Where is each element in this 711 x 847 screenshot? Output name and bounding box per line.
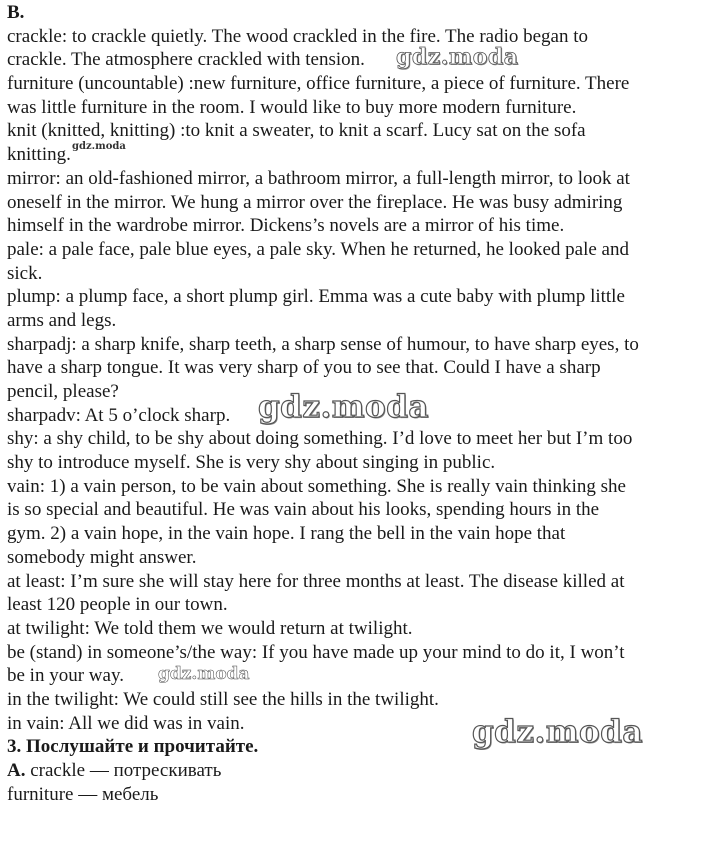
text-line: gym. 2) a vain hope, in the vain hope. I rang the bell in the vain hope that xyxy=(7,523,566,545)
text-line: shy: a shy child, to be shy about doing something. I’d love to meet her but I’m too xyxy=(7,428,633,450)
text-line: have a sharp tongue. It was very sharp of you to see that. Could I have a sharp xyxy=(7,357,601,379)
vocab-entry: crackle — потрескивать xyxy=(25,760,222,781)
text-line: at twilight: We told them we would return at twilight. xyxy=(7,617,413,639)
watermark: gdz.moda xyxy=(158,664,250,684)
text-line: arms and legs. xyxy=(7,309,117,331)
text-line: crackle. The atmosphere crackled with tension. xyxy=(7,49,365,71)
exercise-heading: 3. Послушайте и прочитайте. xyxy=(7,736,259,758)
text-line: furniture (uncountable) :new furniture, office furniture, a piece of furniture. There xyxy=(7,73,630,95)
text-line: least 120 people in our town. xyxy=(7,594,228,616)
text-line: is so special and beautiful. He was vain about his looks, spending hours in the xyxy=(7,499,600,521)
watermark: gdz.moda xyxy=(472,714,643,750)
text-line: crackle: to crackle quietly. The wood crackled in the fire. The radio began to xyxy=(7,25,589,47)
text-line: pencil, please? xyxy=(7,381,119,402)
text-line: in vain: All we did was in vain. xyxy=(7,712,245,734)
text-line: knitting. xyxy=(7,144,71,166)
watermark: gdz.moda xyxy=(258,389,429,425)
watermark: gdz.moda xyxy=(396,44,519,70)
text-line: sharpadj: a sharp knife, sharp teeth, a sharp sense of humour, to have sharp eyes, to xyxy=(7,333,639,355)
text-line: sick. xyxy=(7,262,43,284)
text-line: oneself in the mirror. We hung a mirror over the fireplace. He was busy admiring xyxy=(7,191,623,213)
vocab-item xyxy=(7,759,707,783)
text-line: in the twilight: We could still see the hills in the twilight. xyxy=(7,688,439,710)
text-line: sharpadv: At 5 o’clock sharp. xyxy=(7,404,231,426)
text-line: pale: a pale face, pale blue eyes, a pale sky. When he returned, he looked pale and xyxy=(7,238,629,260)
text-line: somebody might answer. xyxy=(7,546,197,568)
text-line: vain: 1) a vain person, to be vain about something. She is really vain thinking she xyxy=(7,475,626,497)
watermark: gdz.moda xyxy=(72,141,126,152)
section-b-heading: B. xyxy=(7,2,25,23)
vocab-item: furniture — мебель xyxy=(7,783,159,805)
text-line: knit (knitted, knitting) :to knit a sweater, to knit a scarf. Lucy sat on the sofa xyxy=(7,120,586,142)
text-line: be (stand) in someone’s/the way: If you have made up your mind to do it, I won’t xyxy=(7,641,625,663)
text-line: mirror: an old-fashioned mirror, a bathroom mirror, a full-length mirror, to look at xyxy=(7,167,630,189)
text-line: himself in the wardrobe mirror. Dickens’s novels are a mirror of his time. xyxy=(7,215,565,237)
text-line: shy to introduce myself. She is very shy about singing in public. xyxy=(7,452,496,474)
text-line: plump: a plump face, a short plump girl. Emma was a cute baby with plump little xyxy=(7,286,625,308)
text-line: be in your way. xyxy=(7,665,124,687)
text-line: at least: I’m sure she will stay here for three months at least. The disease killed at xyxy=(7,570,625,592)
text-line: was little furniture in the room. I would like to buy more modern furniture. xyxy=(7,96,577,118)
section-a-label: A. xyxy=(7,760,26,781)
